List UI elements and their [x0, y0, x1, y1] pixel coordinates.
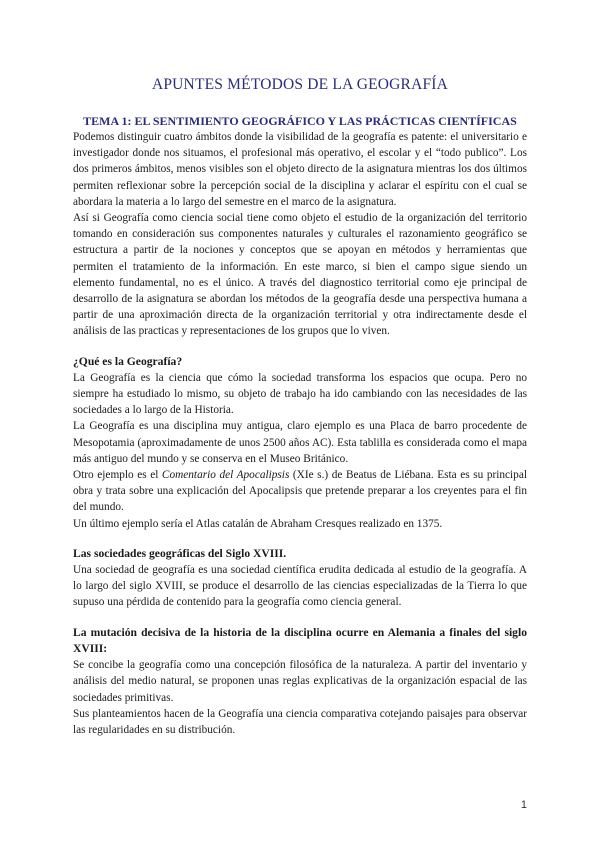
- page-content: [73, 76, 527, 738]
- section-heading-geografia: ¿Qué es la Geografía?: [73, 354, 183, 368]
- page-number: 1: [520, 799, 527, 811]
- section2-paragraph-1: Una sociedad de geografía es una sociedad científica erudita dedicada al estudio de la geografía. A lo largo del siglo XVIII, se produce el desarrollo de las ciencias especializadas de la Tierra lo que supuso una pérdida de contenido para la geografía como ciencia general.: [73, 564, 527, 609]
- section1-paragraph-2: La Geografía es una disciplina muy antigua, claro ejemplo es una Placa de barro procedente de Mesopotamia (aproximadamente de unos 2500 años AC). Esta tablilla es considerada como el mapa más antiguo del mundo y se conserva en el Museo Británico.: [73, 420, 527, 465]
- p3-text-after: (XIe s.) de Beatus de Liébana. Esta es su principal obra y trata sobre una explicación del Apocalipsis que pretende preparar a los creyentes para el fin del mundo.: [73, 469, 527, 514]
- section-heading-mutacion: La mutación decisiva de la historia de la disciplina ocurre en Alemania a finales del siglo XVIII:: [73, 625, 527, 655]
- section-heading-sociedades: Las sociedades geográficas del Siglo XVIII.: [73, 546, 287, 560]
- intro-paragraph-1: Podemos distinguir cuatro ámbitos donde la visibilidad de la geografía es patente: el universitario e investigador donde nos situamos, el profesional más operativo, el escolar y el “todo publico”. Los dos primeros ámbitos, menos visibles son el objeto directo de la asignatura mientras los dos últimos permiten reflexionar sobre la percepción social de la disciplina y aclarar el espíritu con el cual se abordara la materia a lo largo del semestre en el marco de la asignatura.: [73, 131, 527, 208]
- apocalipsis-title: Comentario del Apocalipsis: [161, 469, 290, 482]
- section1-paragraph-1: La Geografía es la ciencia que cómo la sociedad transforma los espacios que ocupa. Pero no siempre ha estudiado lo mismo, su objeto de trabajo ha ido cambiando con las necesidades de las sociedades a lo largo de la Historia.: [73, 371, 527, 417]
- section3-paragraph-1: Se concibe la geografía como una concepción filosófica de la naturaleza. A partir del inventario y análisis del medio natural, se proponen unas reglas explicativas de la organización espacial de las sociedades primitivas.: [73, 659, 527, 704]
- spacer: [73, 532, 527, 546]
- section1-paragraph-3: [73, 467, 527, 516]
- spacer: [73, 611, 527, 625]
- p3-text-before: Otro ejemplo es el: [73, 469, 162, 482]
- topic-heading: TEMA 1: EL SENTIMIENTO GEOGRÁFICO Y LAS PRÁCTICAS CIENTÍFICAS: [83, 114, 517, 128]
- intro-paragraph-2: Así si Geografía como ciencia social tiene como objeto el estudio de la organización del territorio tomando en consideración sus componentes naturales y culturales el razonamiento geográfico se estructura a partir de la nociones y conceptos que se apoyan en métodos y herramientas que permiten el tratamiento de la información. En este marco, si bien el campo sigue siendo un elemento fundamental, no es el único. A través del diagnostico territorial como eje principal de desarrollo de la asignatura se abordan los métodos de la geografía desde una perspectiva humana a partir de una aproximación directa de la organización territorial y otra indirectamente desde el análisis de las practicas y representaciones de los grupos que lo viven.: [73, 212, 527, 338]
- spacer: [73, 340, 527, 354]
- section1-paragraph-4: Un último ejemplo sería el Atlas catalán de Abraham Cresques realizado en 1375.: [73, 517, 443, 530]
- section3-paragraph-2: Sus planteamientos hacen de la Geografía una ciencia comparativa cotejando paisajes para observar las regularidades en su distribución.: [73, 707, 527, 736]
- document-title: APUNTES MÉTODOS DE LA GEOGRAFÍA: [151, 76, 449, 93]
